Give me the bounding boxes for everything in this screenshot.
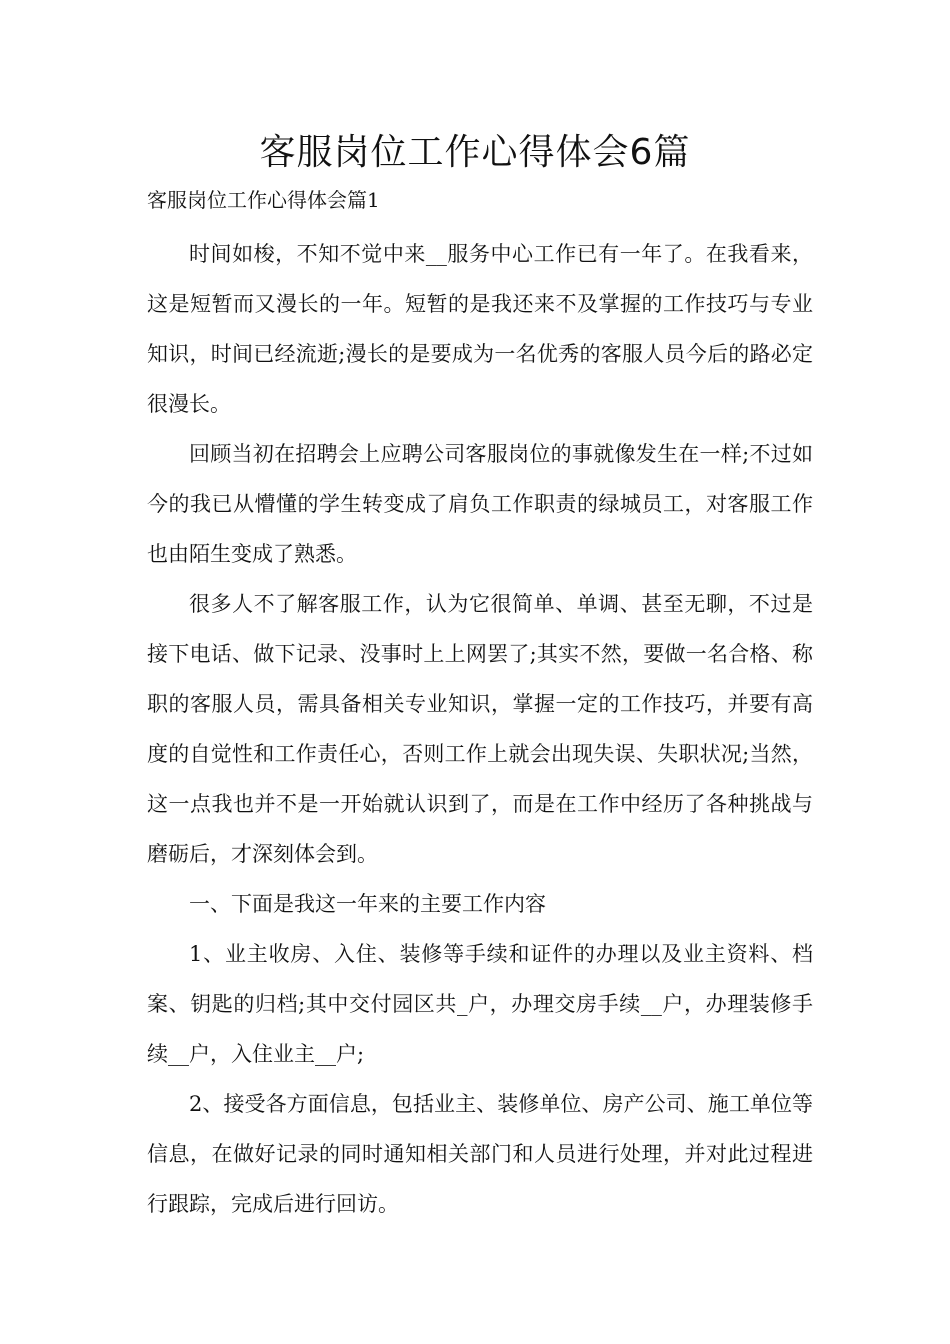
paragraph: 很多人不了解客服工作，认为它很简单、单调、甚至无聊，不过是接下电话、做下记录、没事时上上网罢了;其实不然，要做一名合格、称职的客服人员，需具备相关专业知识，掌握一定的工作技巧，并要有高度的自觉性和工作责任心，否则工作上就会出现失误、失职状况;当然，这一点我也并不是一开始就认识到了，而是在工作中经历了各种挑战与磨砺后，才深刻体会到。 — [147, 592, 813, 866]
paragraph: 回顾当初在招聘会上应聘公司客服岗位的事就像发生在一样;不过如今的我已从懵懂的学生转变成了肩负工作职责的绿城员工，对客服工作也由陌生变成了熟悉。 — [147, 442, 813, 566]
document-title: 客服岗位工作心得体会6篇 — [259, 132, 691, 173]
paragraph: 1、业主收房、入住、装修等手续和证件的办理以及业主资料、档案、钥匙的归档;其中交付园区共_户，办理交房手续__户，办理装修手续__户，入住业主__户; — [147, 942, 813, 1066]
paragraph: 时间如梭，不知不觉中来__服务中心工作已有一年了。在我看来，这是短暂而又漫长的一年。短暂的是我还来不及掌握的工作技巧与专业知识，时间已经流逝;漫长的是要成为一名优秀的客服人员今后的路必定很漫长。 — [147, 242, 813, 416]
document-subtitle: 客服岗位工作心得体会篇1 — [147, 188, 380, 212]
document-body — [147, 229, 813, 1229]
paragraph: 2、接受各方面信息，包括业主、装修单位、房产公司、施工单位等信息，在做好记录的同时通知相关部门和人员进行处理，并对此过程进行跟踪，完成后进行回访。 — [147, 1092, 813, 1216]
section-heading: 一、下面是我这一年来的主要工作内容 — [189, 892, 546, 916]
